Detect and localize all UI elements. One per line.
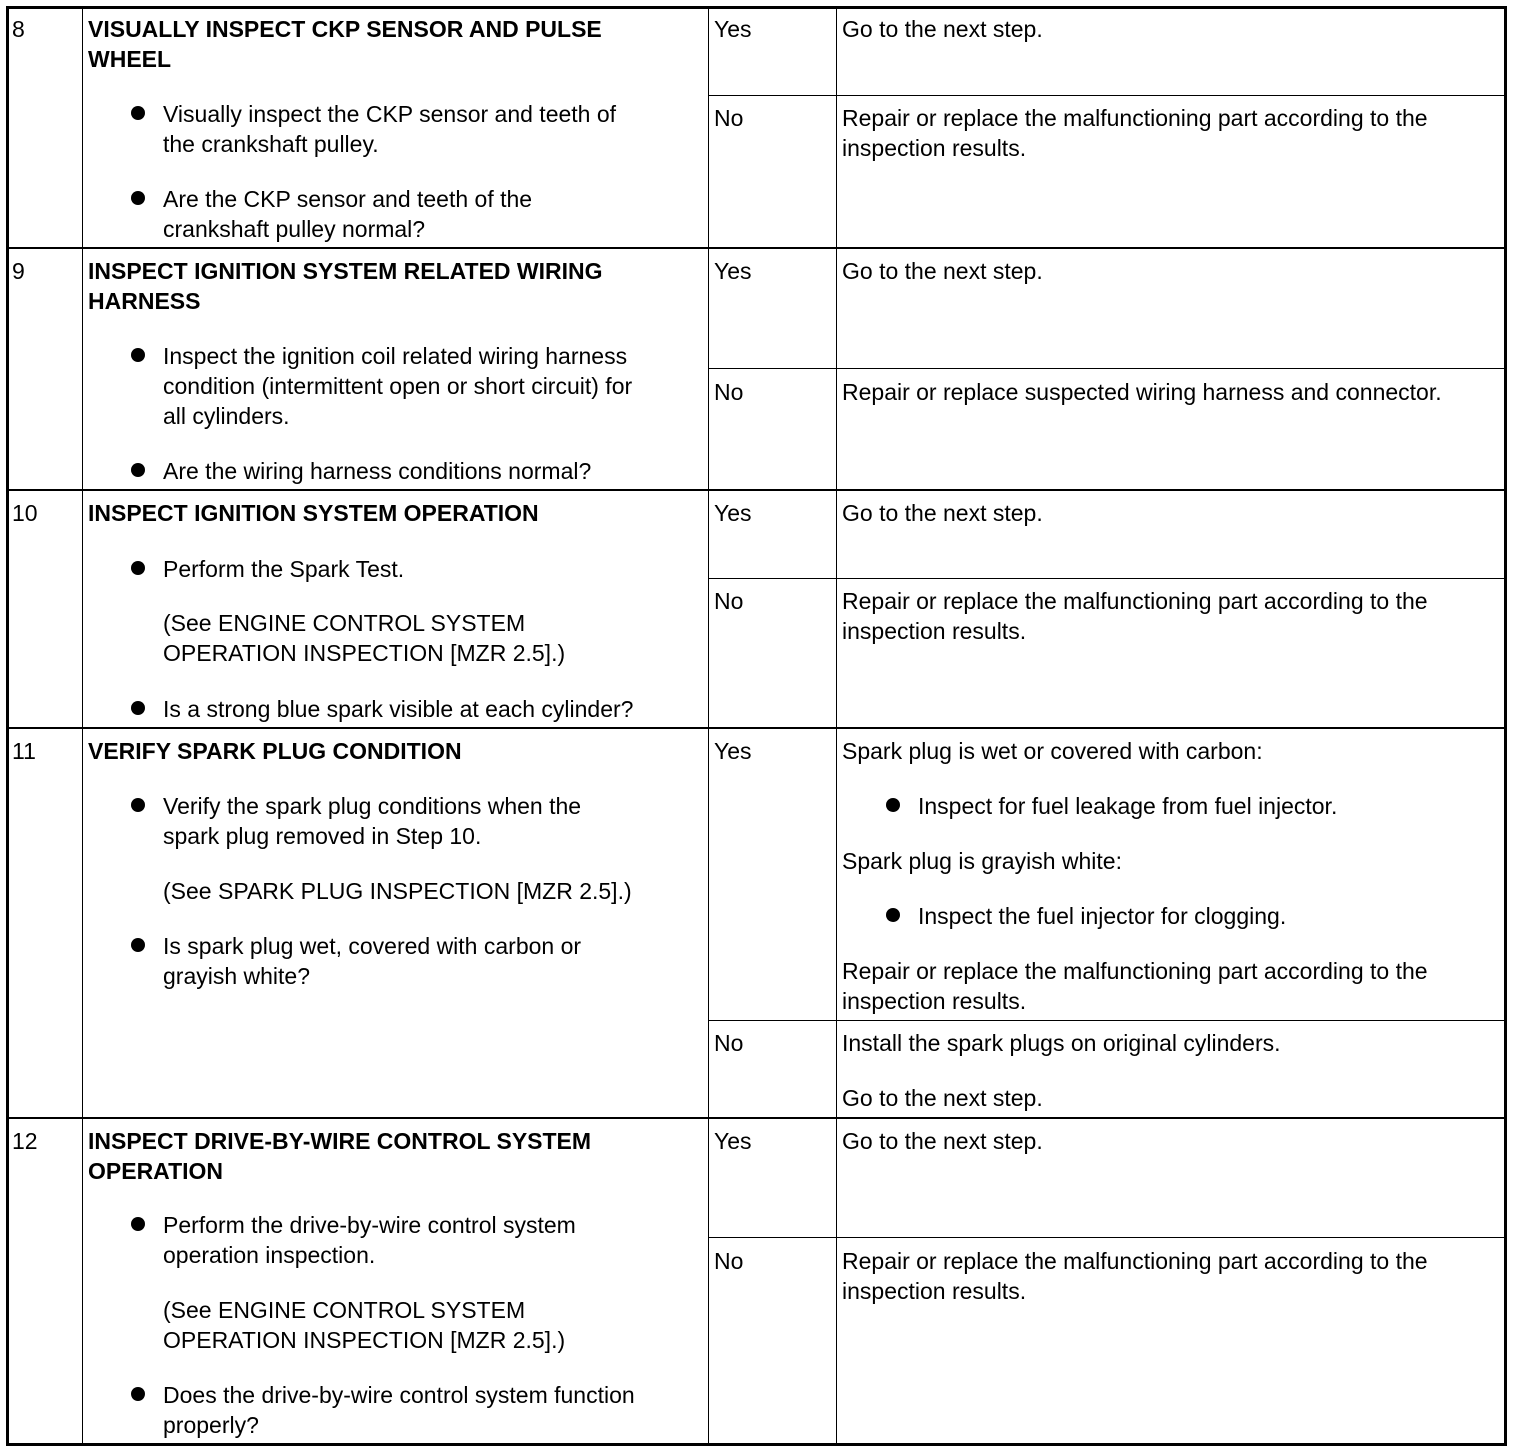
no-label: No (714, 588, 744, 614)
bullet-icon (886, 798, 900, 812)
no-action: Repair or replace the malfunctioning part according to the (842, 1248, 1428, 1274)
step-question: properly? (163, 1412, 259, 1438)
no-label: No (714, 105, 744, 131)
step-instruction: all cylinders. (163, 403, 290, 429)
column-divider (82, 8, 83, 1444)
bullet-icon (131, 106, 145, 120)
step-question: crankshaft pulley normal? (163, 216, 426, 242)
step-question: Are the CKP sensor and teeth of the (163, 186, 533, 212)
reference-note: (See ENGINE CONTROL SYSTEM (163, 610, 526, 636)
step-title: HARNESS (88, 288, 201, 314)
bullet-icon (131, 561, 145, 575)
step-instruction: Perform the Spark Test. (163, 556, 405, 582)
row-divider (8, 247, 1505, 249)
yes-no-divider (708, 368, 1505, 369)
yes-action: Go to the next step. (842, 500, 1043, 526)
bullet-icon (131, 463, 145, 477)
no-label: No (714, 1030, 744, 1056)
step-question: Is a strong blue spark visible at each cylinder? (163, 696, 634, 722)
bullet-icon (131, 191, 145, 205)
step-title: VERIFY SPARK PLUG CONDITION (88, 738, 462, 764)
yes-case-action: Inspect the fuel injector for clogging. (918, 903, 1287, 929)
yes-label: Yes (714, 1128, 752, 1154)
no-action: Repair or replace the malfunctioning part according to the (842, 588, 1428, 614)
yes-action: Go to the next step. (842, 16, 1043, 42)
yes-action: Go to the next step. (842, 1128, 1043, 1154)
step-instruction: spark plug removed in Step 10. (163, 823, 482, 849)
step-question: Does the drive-by-wire control system function (163, 1382, 635, 1408)
no-action: inspection results. (842, 135, 1027, 161)
step-question: Is spark plug wet, covered with carbon or (163, 933, 582, 959)
step-instruction: operation inspection. (163, 1242, 376, 1268)
yes-no-divider (708, 95, 1505, 96)
no-action: Install the spark plugs on original cylinders. (842, 1030, 1281, 1056)
step-title: INSPECT IGNITION SYSTEM OPERATION (88, 500, 539, 526)
no-action: Repair or replace suspected wiring harness and connector. (842, 379, 1442, 405)
bullet-icon (131, 1217, 145, 1231)
bullet-icon (131, 938, 145, 952)
yes-label: Yes (714, 16, 752, 42)
no-action: Repair or replace the malfunctioning part according to the (842, 105, 1428, 131)
step-number: 9 (12, 258, 25, 284)
yes-action: inspection results. (842, 988, 1027, 1014)
step-title: OPERATION (88, 1158, 224, 1184)
bullet-icon (131, 798, 145, 812)
bullet-icon (886, 908, 900, 922)
step-number: 11 (12, 738, 36, 764)
row-divider (8, 1117, 1505, 1119)
yes-case-heading: Spark plug is grayish white: (842, 848, 1122, 874)
reference-note: OPERATION INSPECTION [MZR 2.5].) (163, 1327, 566, 1353)
step-question: grayish white? (163, 963, 311, 989)
row-divider (8, 727, 1505, 729)
step-instruction: Inspect the ignition coil related wiring harness (163, 343, 628, 369)
yes-action: Go to the next step. (842, 258, 1043, 284)
step-instruction: the crankshaft pulley. (163, 131, 379, 157)
no-label: No (714, 379, 744, 405)
step-number: 12 (12, 1128, 38, 1154)
step-title: VISUALLY INSPECT CKP SENSOR AND PULSE (88, 16, 602, 42)
yes-no-divider (708, 1020, 1505, 1021)
step-title: WHEEL (88, 46, 172, 72)
bullet-icon (131, 701, 145, 715)
step-question: Are the wiring harness conditions normal? (163, 458, 592, 484)
step-instruction: condition (intermittent open or short circuit) for (163, 373, 633, 399)
step-instruction: Verify the spark plug conditions when the (163, 793, 582, 819)
step-instruction: Visually inspect the CKP sensor and teeth of (163, 101, 617, 127)
yes-label: Yes (714, 258, 752, 284)
yes-label: Yes (714, 500, 752, 526)
no-label: No (714, 1248, 744, 1274)
no-action: inspection results. (842, 618, 1027, 644)
no-action: inspection results. (842, 1278, 1027, 1304)
step-number: 10 (12, 500, 38, 526)
yes-no-divider (708, 578, 1505, 579)
yes-action: Repair or replace the malfunctioning part according to the (842, 958, 1428, 984)
yes-case-heading: Spark plug is wet or covered with carbon: (842, 738, 1263, 764)
no-action: Go to the next step. (842, 1085, 1043, 1111)
bullet-icon (131, 348, 145, 362)
reference-note: OPERATION INSPECTION [MZR 2.5].) (163, 640, 566, 666)
step-number: 8 (12, 16, 25, 42)
column-divider (836, 8, 837, 1444)
reference-note: (See ENGINE CONTROL SYSTEM (163, 1297, 526, 1323)
step-title: INSPECT IGNITION SYSTEM RELATED WIRING (88, 258, 603, 284)
yes-label: Yes (714, 738, 752, 764)
yes-case-action: Inspect for fuel leakage from fuel injector. (918, 793, 1338, 819)
step-title: INSPECT DRIVE-BY-WIRE CONTROL SYSTEM (88, 1128, 592, 1154)
column-divider (708, 8, 709, 1444)
step-instruction: Perform the drive-by-wire control system (163, 1212, 576, 1238)
reference-note: (See SPARK PLUG INSPECTION [MZR 2.5].) (163, 878, 632, 904)
bullet-icon (131, 1387, 145, 1401)
row-divider (8, 489, 1505, 491)
yes-no-divider (708, 1237, 1505, 1238)
